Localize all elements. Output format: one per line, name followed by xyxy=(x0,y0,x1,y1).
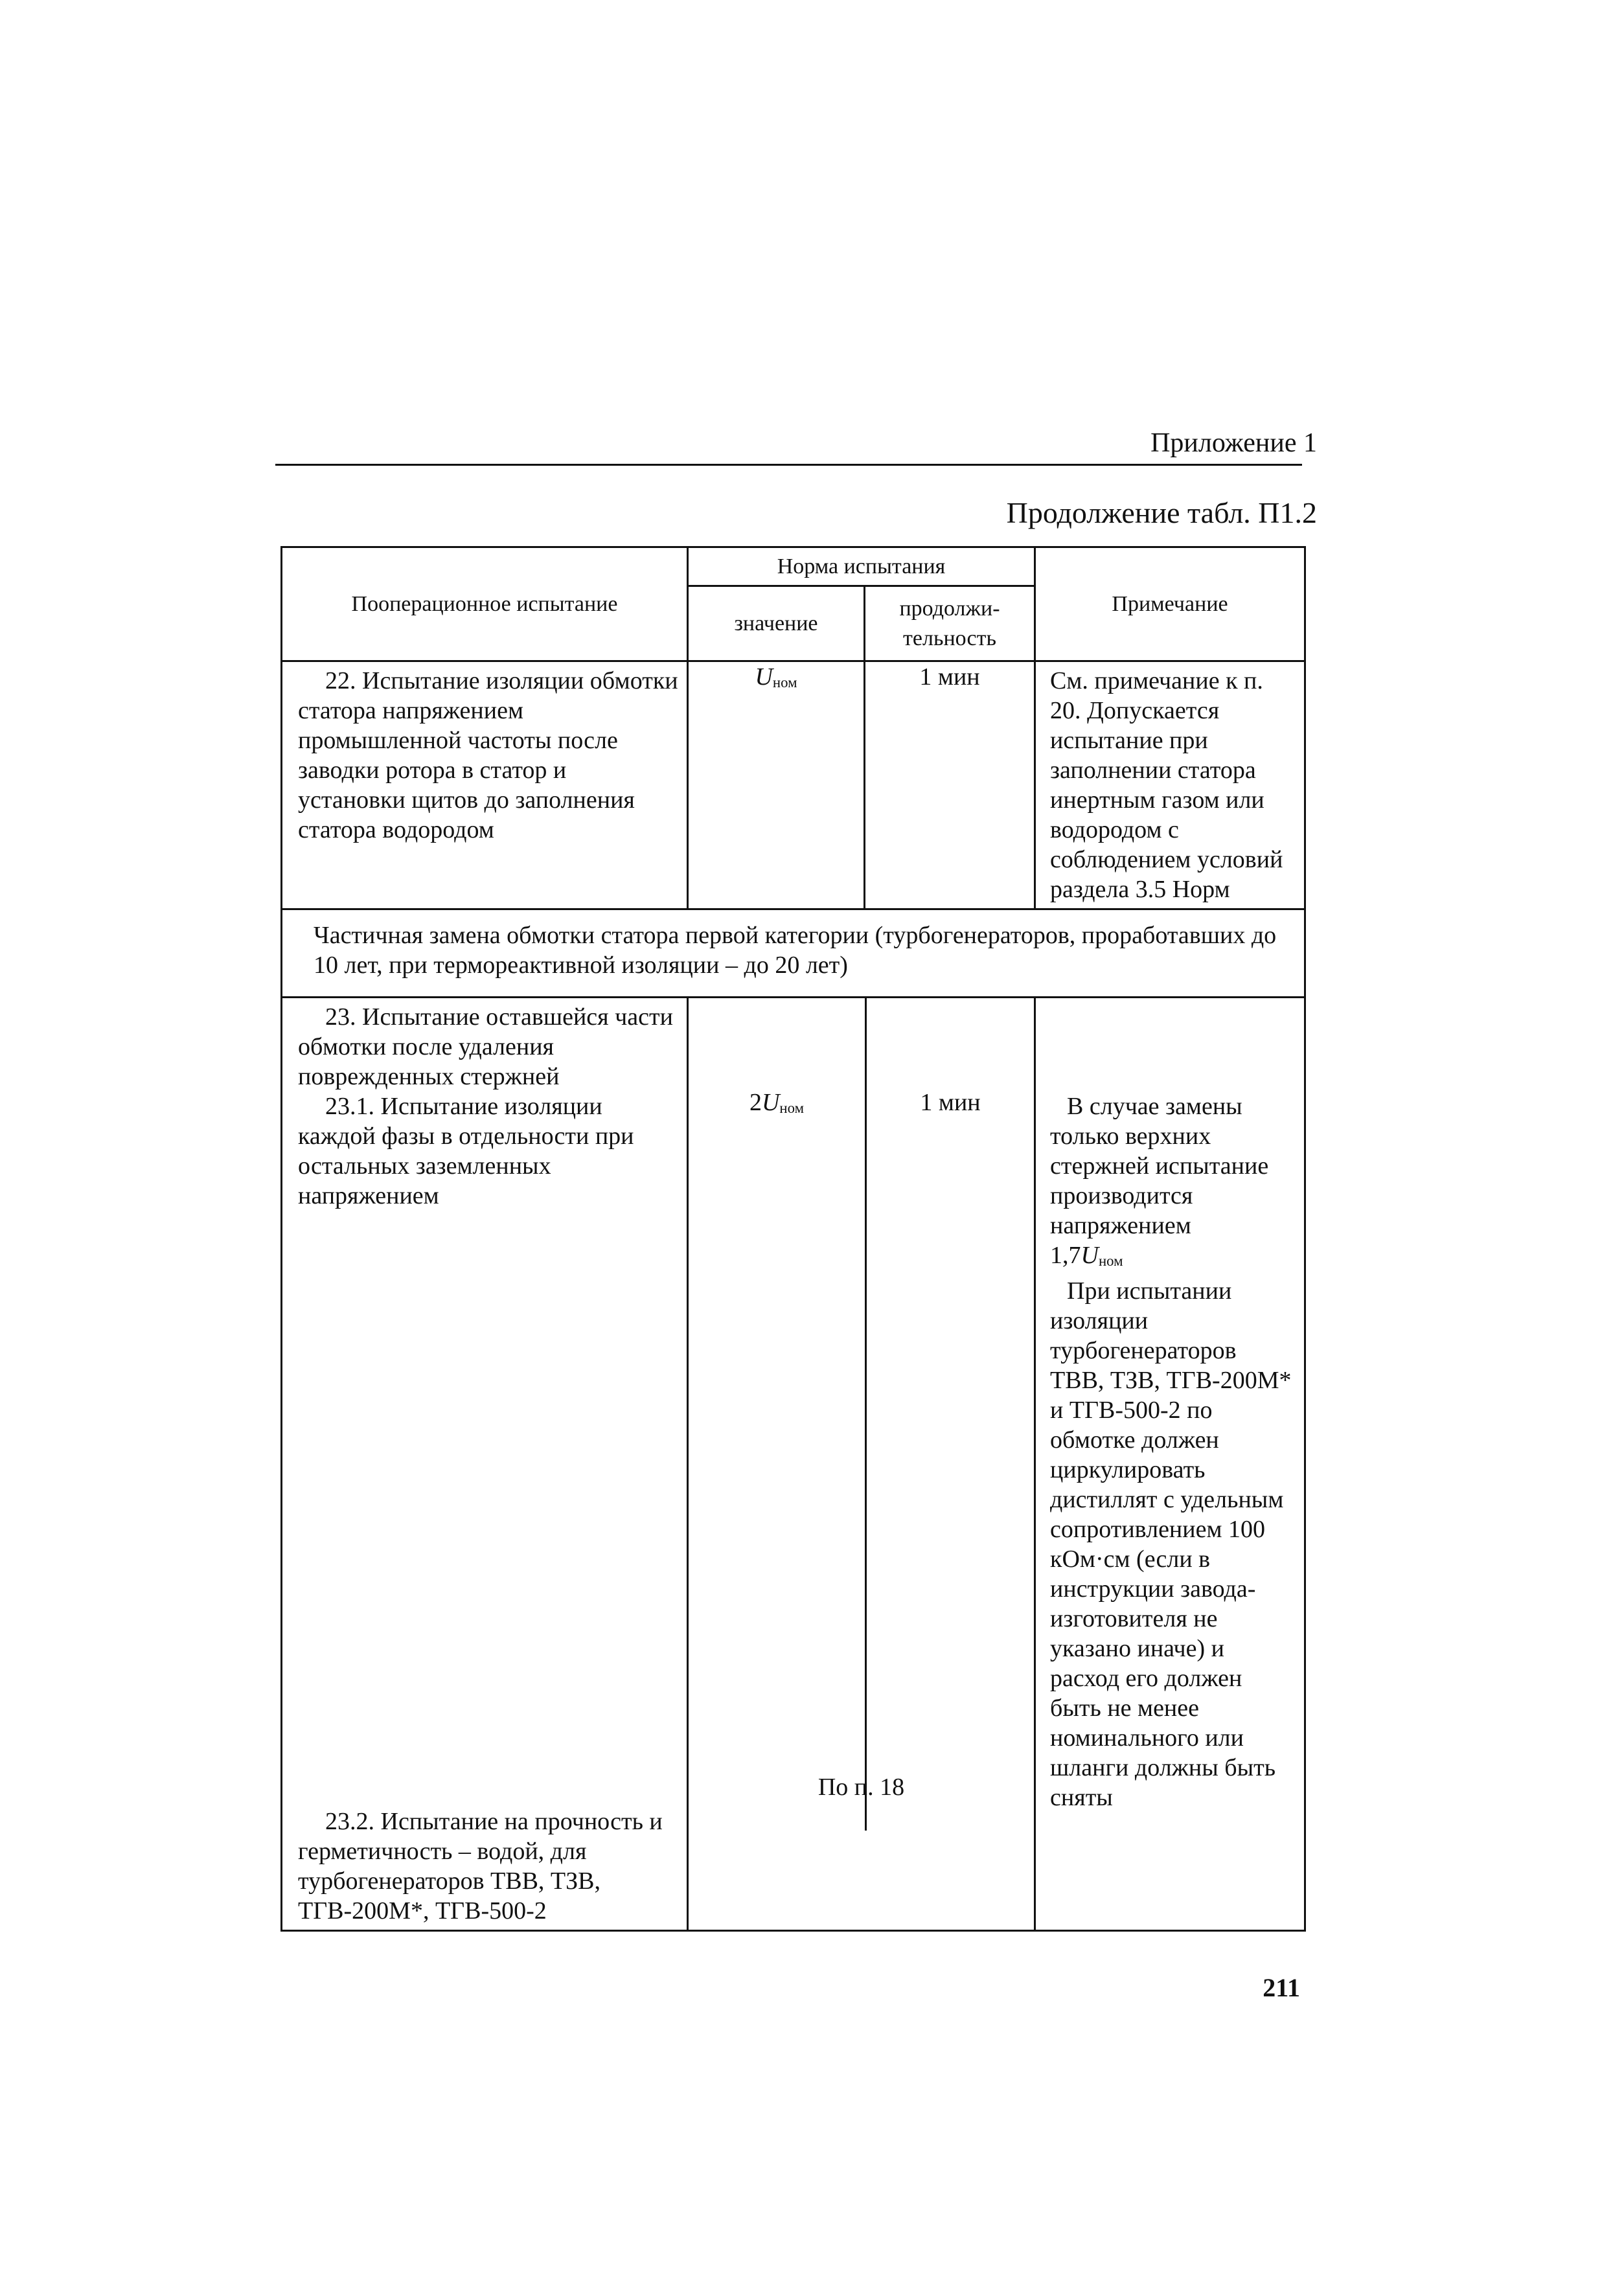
section-row xyxy=(282,909,1305,998)
table-row-22 xyxy=(282,661,1305,909)
col-header-value: значение xyxy=(688,586,865,661)
row23-note-cell xyxy=(1035,998,1305,1931)
row22-value: $U_{ном}$ xyxy=(688,661,865,909)
row22-operation: 22. Испытание изоляции обмотки статора напряжением промышленной частоты после заводки ротора в статор и установки щитов до заполнения статора водородом xyxy=(282,661,688,909)
row23-1-note-b: При испытании изоляции турбогенераторов ТВВ, ТЗВ, ТГВ-200М* и ТГВ-500-2 по обмотке должен циркулировать дистиллят с удельным сопротивлением 100 кОм·см (если в инструкции завода-изготовителя не указано иначе) и расход его должен быть не менее номинального или шланги должны быть сняты xyxy=(1050,1277,1292,1811)
row22-duration: 1 мин xyxy=(865,661,1035,909)
row23-norm-cell xyxy=(688,998,1035,1931)
row22-note: См. примечание к п. 20. Допускается испытание при заполнении статора инертным газом или водородом с соблюдением условий раздела 3.5 Норм xyxy=(1035,661,1305,909)
row23-1-note-a: В случае замены только верхних стержней испытание производится напряжением xyxy=(1050,1093,1269,1239)
row23-2-norm: По п. 18 xyxy=(818,1774,905,1801)
page-number: 211 xyxy=(1263,1973,1300,2002)
col-header-norm: Норма испытания xyxy=(688,547,1035,586)
test-norms-table xyxy=(280,546,1304,1932)
section-heading: Частичная замена обмотки статора первой категории (турбогенераторов, проработавших до 10 лет, при термореактивной изоляции – до 20 лет) xyxy=(282,909,1305,998)
row23-operation: 23. Испытание оставшейся части обмотки после удаления поврежденных стержней xyxy=(298,1003,673,1090)
row23-2-operation: 23.2. Испытание на прочность и герметичность – водой, для турбогенераторов ТВВ, ТЗВ, ТГВ-200М*, ТГВ-500-2 xyxy=(298,1808,663,1924)
appendix-label: Приложение 1 xyxy=(1150,428,1317,458)
row23-1-value: $2U_{ном}$ xyxy=(749,1089,805,1116)
row23-1-duration: 1 мин xyxy=(920,1089,981,1116)
col-header-duration-line1: продолжи- xyxy=(899,596,1000,621)
col-header-duration xyxy=(865,586,1035,661)
col-header-note: Примечание xyxy=(1035,547,1305,661)
col-header-operation: Пооперационное испытание xyxy=(282,547,688,661)
table-row-23 xyxy=(282,998,1305,1931)
col-header-duration-line2: тельность xyxy=(903,626,996,650)
row23-operation-cell xyxy=(282,998,688,1931)
row23-1-note-a-value: $1,7U_{ном}$ xyxy=(1050,1242,1123,1269)
table-caption: Продолжение табл. П1.2 xyxy=(1006,496,1317,529)
header-rule xyxy=(275,464,1302,466)
row23-1-operation: 23.1. Испытание изоляции каждой фазы в отдельности при остальных заземленных напряжением xyxy=(298,1093,634,1209)
